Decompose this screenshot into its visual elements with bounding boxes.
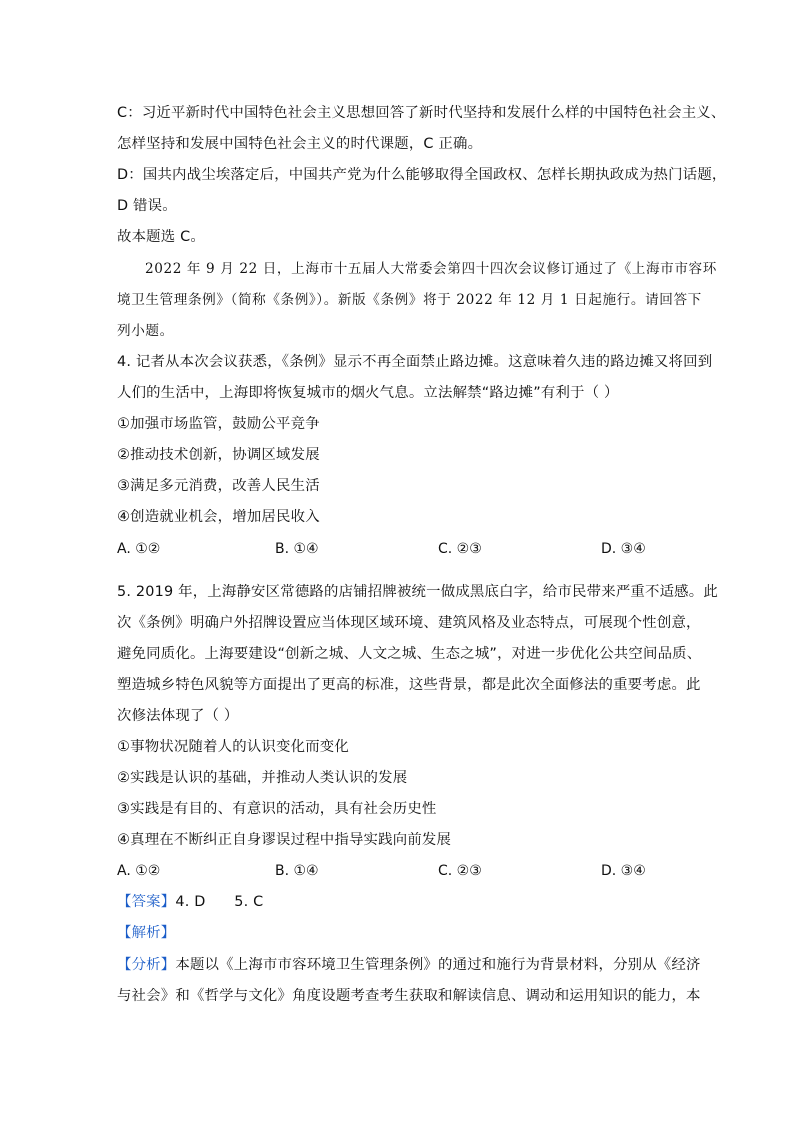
material-line-2: 境卫生管理条例》（简称《条例》）。新版《条例》将于 2022 年 12 月 1 日起施行。请回答下 <box>117 292 702 308</box>
fenxi-tag: 【分析】 <box>117 957 176 973</box>
q4-option-c: C. ②③ <box>438 541 482 557</box>
fenxi-line-1 <box>117 955 701 975</box>
q4-option-a: A. ①② <box>117 541 161 557</box>
prev-analysis-line-3: D：国共内战尘埃落定后，中国共产党为什么能够取得全国政权、怎样长期执政成为热门话题， <box>117 167 727 183</box>
fenxi-text-1: 本题以《上海市市容环境卫生管理条例》的通过和施行为背景材料，分别从《经济 <box>175 957 701 973</box>
q5-stem-line-3: 避免同质化。上海要建设“创新之城、人文之城、生态之城”，对进一步优化公共空间品质、 <box>117 646 702 662</box>
material-line-1: 2022 年 9 月 22 日，上海市十五届人大常委会第四十四次会议修订通过了《上海市市容环 <box>145 261 717 277</box>
prev-analysis-line-1: C：习近平新时代中国特色社会主义思想回答了新时代坚持和发展什么样的中国特色社会主义、 <box>117 105 726 121</box>
q5-option-d: D. ③④ <box>601 863 646 879</box>
q4-item-4: ④创造就业机会，增加居民收入 <box>117 509 320 525</box>
q5-stem-line-1: 5. 2019 年，上海静安区常德路的店铺招牌被统一做成黑底白字，给市民带来严重不适感。此 <box>117 584 718 600</box>
answer-tag: 【答案】 <box>117 894 176 910</box>
q4-option-b: B. ①④ <box>275 541 319 557</box>
analysis-tag: 【解析】 <box>117 925 176 941</box>
q4-option-d: D. ③④ <box>601 541 646 557</box>
fenxi-line-2: 与社会》和《哲学与文化》角度设题考查考生获取和解读信息、调动和运用知识的能力，本 <box>117 988 701 1004</box>
q5-option-b: B. ①④ <box>275 863 319 879</box>
prev-analysis-conclusion: 故本题选 C。 <box>117 229 205 245</box>
q5-item-3: ③实践是有目的、有意识的活动，具有社会历史性 <box>117 801 437 817</box>
material-line-3: 列小题。 <box>117 323 174 339</box>
q5-item-1: ①事物状况随着人的认识变化而变化 <box>117 739 349 755</box>
answer-text: 4. D 5. C <box>175 894 264 910</box>
prev-analysis-line-4: D 错误。 <box>117 198 177 214</box>
q5-item-4: ④真理在不断纠正自身谬误过程中指导实践向前发展 <box>117 832 452 848</box>
answer-line <box>117 892 263 912</box>
q5-stem-line-2: 次《条例》明确户外招牌设置应当体现区域环境、建筑风格及业态特点，可展现个性创意， <box>117 615 701 631</box>
q4-item-2: ②推动技术创新，协调区域发展 <box>117 447 320 463</box>
q5-stem-line-5: 次修法体现了（ ） <box>117 708 239 724</box>
q5-option-a: A. ①② <box>117 863 161 879</box>
q5-item-2: ②实践是认识的基础，并推动人类认识的发展 <box>117 770 408 786</box>
q5-stem-line-4: 塑造城乡特色风貌等方面提出了更高的标准，这些背景，都是此次全面修法的重要考虑。此 <box>117 677 701 693</box>
prev-analysis-line-2: 怎样坚持和发展中国特色社会主义的时代课题，C 正确。 <box>117 136 483 152</box>
q4-stem-line-2: 人们的生活中，上海即将恢复城市的烟火气息。立法解禁“路边摊”有利于（ ） <box>117 385 619 401</box>
q5-option-c: C. ②③ <box>438 863 482 879</box>
q4-stem-line-1: 4. 记者从本次会议获悉，《条例》显示不再全面禁止路边摊。这意味着久违的路边摊又将回到 <box>117 354 713 370</box>
q4-item-3: ③满足多元消费，改善人民生活 <box>117 478 320 494</box>
q4-item-1: ①加强市场监管，鼓励公平竞争 <box>117 416 320 432</box>
